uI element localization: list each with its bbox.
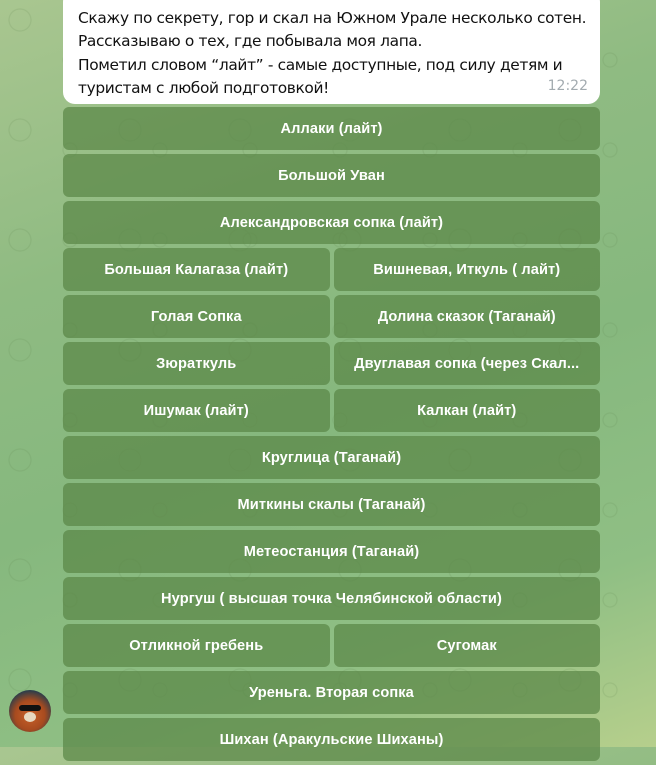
button-label: Зюраткуль	[156, 355, 237, 372]
button-label: Метеостанция (Таганай)	[243, 543, 420, 560]
button-label: Уреньга. Вторая сопка	[249, 684, 414, 701]
button-label: Большой Уван	[278, 167, 385, 184]
keyboard-button-nurgush[interactable]	[63, 577, 600, 620]
button-label: Большая Калагаза (лайт)	[104, 261, 289, 278]
message-line: Скажу по секрету, гор и скал на Южном Урале несколько сотен.	[78, 9, 587, 27]
keyboard-row	[63, 436, 600, 479]
keyboard-button-golaya-sopka[interactable]	[63, 295, 330, 338]
button-label: Вишневая, Иткуль ( лайт)	[373, 261, 561, 278]
button-label: Нургуш ( высшая точка Челябинской области)	[161, 590, 502, 607]
keyboard-button-shikhan[interactable]	[63, 718, 600, 761]
keyboard-row	[63, 295, 600, 338]
keyboard-row	[63, 624, 600, 667]
keyboard-button-aleksandrovskaya-sopka[interactable]	[63, 201, 600, 244]
keyboard-button-vishnevaya-itkul[interactable]	[334, 248, 601, 291]
button-label: Долина сказок (Таганай)	[377, 308, 556, 325]
button-label: Миткины скалы (Таганай)	[237, 496, 426, 513]
keyboard-button-meteostantsiya[interactable]	[63, 530, 600, 573]
keyboard-row	[63, 248, 600, 291]
keyboard-row	[63, 530, 600, 573]
message-bubble	[63, 0, 600, 104]
keyboard-button-bolshaya-kalagaza[interactable]	[63, 248, 330, 291]
keyboard-row	[63, 342, 600, 385]
button-label: Круглица (Таганай)	[261, 449, 402, 466]
button-label: Калкан (лайт)	[417, 402, 517, 419]
button-label: Двуглавая сопка (через Скал...	[354, 355, 580, 372]
keyboard-row	[63, 154, 600, 197]
keyboard-button-urenga[interactable]	[63, 671, 600, 714]
button-label: Шихан (Аракульские Шиханы)	[219, 731, 444, 748]
bear-avatar-icon[interactable]	[9, 690, 51, 732]
snout-shape	[24, 712, 36, 722]
keyboard-button-bolshoy-uvan[interactable]	[63, 154, 600, 197]
message-time: 12:22	[547, 77, 588, 94]
message-line: Пометил словом “лайт” - самые доступные, под силу детям и	[78, 55, 563, 74]
sunglasses-shape	[19, 705, 41, 711]
keyboard-button-dolina-skazok[interactable]	[334, 295, 601, 338]
button-label: Ишумак (лайт)	[143, 402, 249, 419]
keyboard-button-otliknoy-greben[interactable]	[63, 624, 330, 667]
button-label: Аллаки (лайт)	[280, 120, 383, 137]
keyboard-button-kruglitsa[interactable]	[63, 436, 600, 479]
button-label: Отликной гребень	[129, 637, 264, 654]
keyboard-button-dvuglavaya-sopka[interactable]	[334, 342, 601, 385]
keyboard-row	[63, 389, 600, 432]
keyboard-row	[63, 483, 600, 526]
keyboard-button-mitkiny-skaly[interactable]	[63, 483, 600, 526]
keyboard-row	[63, 107, 600, 150]
keyboard-button-zyuratkul[interactable]	[63, 342, 330, 385]
message-line: Рассказываю о тех, где побывала моя лапа.	[78, 32, 423, 51]
keyboard-row	[63, 577, 600, 620]
keyboard-button-allaki[interactable]	[63, 107, 600, 150]
message-line: туристам с любой подготовкой!	[78, 78, 329, 97]
keyboard-button-sugomak[interactable]	[334, 624, 601, 667]
button-label: Голая Сопка	[150, 308, 242, 325]
inline-keyboard	[63, 107, 600, 765]
keyboard-button-ishumak[interactable]	[63, 389, 330, 432]
keyboard-row	[63, 201, 600, 244]
button-label: Александровская сопка (лайт)	[219, 214, 444, 231]
keyboard-button-kalkan[interactable]	[334, 389, 601, 432]
keyboard-row	[63, 718, 600, 761]
keyboard-row	[63, 671, 600, 714]
button-label: Сугомак	[436, 637, 497, 654]
